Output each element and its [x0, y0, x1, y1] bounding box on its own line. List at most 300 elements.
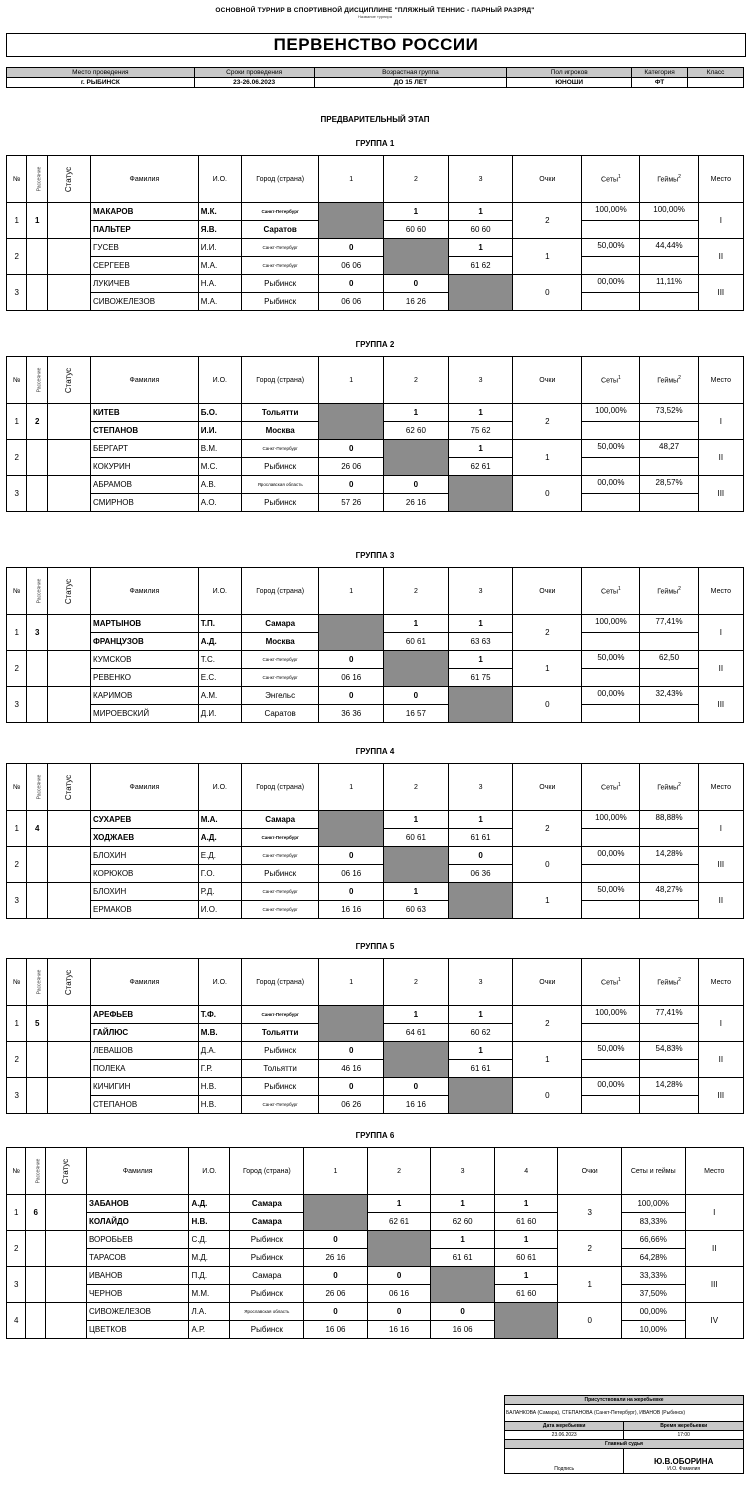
row-sets-empty — [582, 633, 640, 651]
info-value-gender: ЮНОШИ — [507, 78, 632, 88]
row-sets-empty — [582, 705, 640, 723]
self-cell — [448, 476, 513, 512]
player1-city: Рыбинск — [241, 1078, 319, 1096]
player2-city: Рыбинск — [230, 1285, 304, 1303]
player1-name: ЗАБАНОВ — [86, 1195, 189, 1213]
col-num: № — [7, 568, 27, 615]
group-table — [6, 567, 744, 723]
row-seed — [27, 1042, 47, 1078]
info-value-dates: 23-26.06.2023 — [194, 78, 314, 88]
table-row — [7, 883, 744, 901]
table-row — [7, 1267, 744, 1285]
player1-io: Н.В. — [198, 1078, 241, 1096]
match-score: 06 26 — [319, 1096, 384, 1114]
col-io: И.О. — [198, 959, 241, 1006]
match-result: 0 — [448, 847, 513, 865]
self-cell — [319, 404, 384, 440]
player2-city: Тольятти — [241, 1024, 319, 1042]
row-place: I — [698, 404, 743, 440]
match-score: 16 16 — [319, 901, 384, 919]
player2-io: Я.В. — [198, 221, 241, 239]
row-num: 1 — [7, 811, 27, 847]
player1-name: СУХАРЕВ — [91, 811, 199, 829]
player1-name: СИВОЖЕЛЕЗОВ — [86, 1303, 189, 1321]
col-seed — [27, 568, 47, 615]
col-games-note: 2 — [678, 977, 681, 984]
table-row-second — [7, 1096, 744, 1114]
stage-title: ПРЕДВАРИТЕЛЬНЫЙ ЭТАП — [320, 115, 430, 124]
row-points: 0 — [513, 1078, 582, 1114]
row-sets: 33,33% — [621, 1267, 685, 1285]
match-result: 1 — [384, 615, 449, 633]
col-opponent: 1 — [319, 568, 384, 615]
player1-io: Е.Д. — [198, 847, 241, 865]
player2-io: А.Р. — [189, 1321, 230, 1339]
row-place: III — [698, 687, 743, 723]
row-games-empty — [640, 1060, 698, 1078]
col-seed — [27, 156, 47, 203]
group-title: ГРУППА 3 — [355, 551, 395, 560]
col-num: № — [7, 764, 27, 811]
player2-io: А.Д. — [198, 633, 241, 651]
info-label-class: Класс — [688, 68, 744, 78]
table-row-second — [7, 293, 744, 311]
player1-name: ИВАНОВ — [86, 1267, 189, 1285]
info-label-dates: Сроки проведения — [194, 68, 314, 78]
match-score: 06 16 — [367, 1285, 431, 1303]
player2-name: СЕРГЕЕВ — [91, 257, 199, 275]
player1-io: А.Д. — [189, 1195, 230, 1213]
row-points: 0 — [513, 275, 582, 311]
row-games-empty — [640, 422, 698, 440]
match-result: 1 — [448, 404, 513, 422]
row-points: 2 — [513, 404, 582, 440]
player2-name: ПАЛЬТЕР — [91, 221, 199, 239]
player2-io: М.М. — [189, 1285, 230, 1303]
player2-name: КОЛАЙДО — [86, 1213, 189, 1231]
player1-city: Самара — [241, 811, 319, 829]
row-points: 1 — [558, 1267, 622, 1303]
player1-io: Р.Д. — [198, 883, 241, 901]
row-games: 32,43% — [640, 687, 698, 705]
row-seed — [27, 1078, 47, 1114]
col-num: № — [7, 156, 27, 203]
match-score: 06 06 — [319, 293, 384, 311]
row-status — [47, 687, 90, 723]
row-sets: 00,00% — [582, 847, 640, 865]
col-opponent: 1 — [319, 959, 384, 1006]
table-row — [7, 687, 744, 705]
row-games-empty — [640, 221, 698, 239]
match-score: 60 62 — [448, 1024, 513, 1042]
row-place: III — [685, 1267, 743, 1303]
col-seed — [27, 959, 47, 1006]
match-score: 61 60 — [494, 1285, 558, 1303]
row-num: 2 — [7, 440, 27, 476]
row-place: I — [698, 203, 743, 239]
self-cell — [367, 1231, 431, 1267]
row-status — [47, 203, 90, 239]
row-points: 2 — [513, 615, 582, 651]
col-opponent: 3 — [448, 357, 513, 404]
row-sets-empty — [582, 422, 640, 440]
player2-name: МИРОЕВСКИЙ — [91, 705, 199, 723]
info-value-age: ДО 15 ЛЕТ — [314, 78, 507, 88]
tournament-subtitle: Название турнира — [358, 14, 392, 19]
player1-io: А.В. — [198, 476, 241, 494]
row-status — [47, 239, 90, 275]
row-games: 64,28% — [621, 1249, 685, 1267]
row-sets: 100,00% — [582, 615, 640, 633]
group-title: ГРУППА 1 — [355, 139, 395, 148]
row-sets: 66,66% — [621, 1231, 685, 1249]
table-row-second — [7, 1213, 744, 1231]
col-status — [45, 1148, 86, 1195]
col-opponent: 4 — [494, 1148, 558, 1195]
match-score: 60 60 — [384, 221, 449, 239]
match-result: 1 — [384, 404, 449, 422]
col-opponent: 3 — [448, 959, 513, 1006]
col-seed — [27, 764, 47, 811]
match-score: 60 60 — [448, 221, 513, 239]
self-cell — [384, 651, 449, 687]
col-place: Место — [698, 156, 743, 203]
player1-city: Санкт-Петербург — [241, 883, 319, 901]
player2-io: М.В. — [198, 1024, 241, 1042]
row-num: 2 — [7, 1042, 27, 1078]
player2-city: Рыбинск — [241, 865, 319, 883]
self-cell — [319, 811, 384, 847]
row-sets: 00,00% — [582, 1078, 640, 1096]
col-city: Город (страна) — [241, 959, 319, 1006]
row-status — [47, 615, 90, 651]
row-num: 1 — [7, 1006, 27, 1042]
self-cell — [431, 1267, 495, 1303]
info-value-class — [688, 78, 744, 88]
player2-name: РЕВЕНКО — [91, 669, 199, 687]
match-score: 62 60 — [384, 422, 449, 440]
row-points: 2 — [558, 1231, 622, 1267]
row-place: II — [698, 651, 743, 687]
row-sets: 00,00% — [621, 1303, 685, 1321]
row-sets: 00,00% — [582, 476, 640, 494]
col-place: Место — [698, 959, 743, 1006]
sign-label: Подпись — [554, 1466, 575, 1472]
match-score: 26 16 — [384, 494, 449, 512]
col-games-label: Геймы — [657, 979, 679, 987]
row-seed — [27, 239, 47, 275]
player2-io: А.О. — [198, 494, 241, 512]
row-place: IV — [685, 1303, 743, 1339]
player1-io: Т.П. — [198, 615, 241, 633]
row-sets-empty — [582, 669, 640, 687]
col-seed — [26, 1148, 45, 1195]
table-row-second — [7, 1285, 744, 1303]
player2-city: Самара — [230, 1213, 304, 1231]
row-status — [47, 811, 90, 847]
match-result: 1 — [494, 1231, 558, 1249]
row-num: 2 — [7, 651, 27, 687]
player2-city: Саратов — [241, 221, 319, 239]
player1-city: Рыбинск — [241, 275, 319, 293]
match-score: 16 57 — [384, 705, 449, 723]
table-row-second — [7, 1321, 744, 1339]
col-city: Город (страна) — [241, 568, 319, 615]
match-result: 0 — [319, 847, 384, 865]
row-sets: 50,00% — [582, 440, 640, 458]
row-sets-empty — [582, 494, 640, 512]
row-games-empty — [640, 865, 698, 883]
player2-city: Рыбинск — [241, 458, 319, 476]
col-io: И.О. — [198, 156, 241, 203]
col-opponent: 1 — [319, 357, 384, 404]
col-status-label: Статус — [61, 1158, 71, 1184]
col-status-label: Статус — [64, 578, 74, 604]
match-score: 62 61 — [367, 1213, 431, 1231]
row-num: 1 — [7, 1195, 26, 1231]
player2-name: СМИРНОВ — [91, 494, 199, 512]
row-seed — [26, 1231, 45, 1267]
group-title: ГРУППА 5 — [355, 942, 395, 951]
row-games: 77,41% — [640, 1006, 698, 1024]
row-games: 14,28% — [640, 1078, 698, 1096]
table-row — [7, 615, 744, 633]
match-result: 1 — [384, 811, 449, 829]
col-points: Очки — [513, 156, 582, 203]
table-row — [7, 1006, 744, 1024]
self-cell — [384, 1042, 449, 1078]
col-sets — [582, 568, 640, 615]
row-games-empty — [640, 1096, 698, 1114]
player1-name: ВОРОБЬЕВ — [86, 1231, 189, 1249]
col-games — [640, 568, 698, 615]
player1-io: М.К. — [198, 203, 241, 221]
player2-city: Санкт-Петербург — [241, 257, 319, 275]
table-row — [7, 1231, 744, 1249]
group-table — [6, 155, 744, 311]
col-status-label: Статус — [64, 774, 74, 800]
row-games: 73,52% — [640, 404, 698, 422]
row-status — [47, 275, 90, 311]
row-games-empty — [640, 494, 698, 512]
match-score: 36 36 — [319, 705, 384, 723]
row-place: II — [698, 1042, 743, 1078]
match-result: 1 — [494, 1195, 558, 1213]
time-value: 17:00 — [624, 1431, 744, 1440]
col-points: Очки — [513, 959, 582, 1006]
row-points: 2 — [513, 1006, 582, 1042]
table-row — [7, 811, 744, 829]
row-sets-empty — [582, 293, 640, 311]
row-points: 3 — [558, 1195, 622, 1231]
player2-name: СТЕПАНОВ — [91, 422, 199, 440]
table-row — [7, 847, 744, 865]
player1-name: БЛОХИН — [91, 847, 199, 865]
player1-name: ЛУКИЧЕВ — [91, 275, 199, 293]
match-result: 1 — [448, 651, 513, 669]
col-seed-label: Рассеяние — [36, 367, 43, 393]
match-score: 62 61 — [448, 458, 513, 476]
col-opponent: 2 — [384, 156, 449, 203]
player2-io: И.И. — [198, 422, 241, 440]
row-seed: 1 — [27, 203, 47, 239]
col-city: Город (страна) — [241, 764, 319, 811]
self-cell — [448, 687, 513, 723]
match-result: 0 — [319, 239, 384, 257]
col-points: Очки — [558, 1148, 622, 1195]
row-sets-empty — [582, 458, 640, 476]
row-sets-empty — [582, 1096, 640, 1114]
col-num: № — [7, 357, 27, 404]
player1-city: Самара — [230, 1267, 304, 1285]
player2-io: М.С. — [198, 458, 241, 476]
col-sets-label: Сеты — [601, 176, 618, 184]
row-status — [45, 1231, 86, 1267]
match-score: 60 61 — [494, 1249, 558, 1267]
row-place: I — [698, 1006, 743, 1042]
col-games-label: Геймы — [657, 377, 679, 385]
group-title: ГРУППА 6 — [355, 1131, 395, 1140]
row-games-empty — [640, 293, 698, 311]
row-points: 1 — [513, 883, 582, 919]
self-cell — [319, 615, 384, 651]
col-opponent: 1 — [319, 764, 384, 811]
table-row-second — [7, 865, 744, 883]
match-score: 16 06 — [304, 1321, 368, 1339]
row-place: II — [698, 883, 743, 919]
col-place: Место — [685, 1148, 743, 1195]
self-cell — [448, 275, 513, 311]
row-seed — [27, 440, 47, 476]
player1-city: Самара — [230, 1195, 304, 1213]
match-score: 61 75 — [448, 669, 513, 687]
info-label-age: Возрастная группа — [314, 68, 507, 78]
match-result: 0 — [304, 1267, 368, 1285]
row-points: 0 — [513, 687, 582, 723]
player2-name: СИВОЖЕЛЕЗОВ — [91, 293, 199, 311]
row-num: 2 — [7, 1231, 26, 1267]
match-score: 63 63 — [448, 633, 513, 651]
row-games-empty — [640, 829, 698, 847]
player2-city: Рыбинск — [230, 1321, 304, 1339]
page-title: ПЕРВЕНСТВО РОССИИ — [6, 33, 746, 57]
col-opponent: 2 — [367, 1148, 431, 1195]
row-seed — [27, 651, 47, 687]
row-status — [47, 651, 90, 687]
date-value: 23.06.2023 — [505, 1431, 624, 1440]
row-games: 48,27% — [640, 883, 698, 901]
player1-city: Санкт-Петербург — [241, 651, 319, 669]
self-cell — [319, 203, 384, 239]
col-sets-note: 1 — [617, 782, 621, 789]
col-status-label: Статус — [64, 969, 74, 995]
row-games-empty — [640, 257, 698, 275]
present-label: Присутствовали на жеребьевке — [505, 1396, 744, 1405]
col-io: И.О. — [198, 764, 241, 811]
match-score: 06 06 — [319, 257, 384, 275]
table-row-second — [7, 705, 744, 723]
col-surname: Фамилия — [86, 1148, 189, 1195]
match-result: 0 — [431, 1303, 495, 1321]
group-table — [6, 958, 744, 1114]
group-title: ГРУППА 2 — [355, 340, 395, 349]
row-sets: 100,00% — [582, 811, 640, 829]
table-row — [7, 1303, 744, 1321]
match-result: 0 — [319, 440, 384, 458]
match-score: 26 06 — [304, 1285, 368, 1303]
col-io: И.О. — [198, 357, 241, 404]
match-score: 61 61 — [448, 829, 513, 847]
match-result: 1 — [448, 440, 513, 458]
match-result: 0 — [304, 1303, 368, 1321]
col-opponent: 1 — [304, 1148, 368, 1195]
col-surname: Фамилия — [91, 156, 199, 203]
row-place: III — [698, 476, 743, 512]
self-cell — [448, 883, 513, 919]
row-points: 2 — [513, 811, 582, 847]
row-place: II — [685, 1231, 743, 1267]
player1-name: КАРИМОВ — [91, 687, 199, 705]
col-status-label: Статус — [64, 367, 74, 393]
info-label-gender: Пол игроков — [507, 68, 632, 78]
time-label: Время жеребьевки — [624, 1422, 744, 1431]
player2-city: Москва — [241, 633, 319, 651]
match-score: 06 16 — [319, 865, 384, 883]
row-place: I — [685, 1195, 743, 1231]
row-sets: 50,00% — [582, 883, 640, 901]
player2-name: КОРЮКОВ — [91, 865, 199, 883]
col-sets — [582, 764, 640, 811]
player1-io: А.М. — [198, 687, 241, 705]
sign-cell — [505, 1449, 624, 1474]
table-row — [7, 239, 744, 257]
table-row — [7, 651, 744, 669]
col-games — [640, 357, 698, 404]
col-games — [640, 959, 698, 1006]
player2-city: Рыбинск — [241, 293, 319, 311]
row-points: 1 — [513, 239, 582, 275]
match-score: 75 62 — [448, 422, 513, 440]
col-num: № — [7, 959, 27, 1006]
group-title: ГРУППА 4 — [355, 747, 395, 756]
self-cell — [384, 239, 449, 275]
row-sets-empty — [582, 1060, 640, 1078]
player2-name: КОКУРИН — [91, 458, 199, 476]
match-result: 0 — [384, 687, 449, 705]
row-games-empty — [640, 458, 698, 476]
col-io: И.О. — [189, 1148, 230, 1195]
player1-io: Б.О. — [198, 404, 241, 422]
row-num: 3 — [7, 1078, 27, 1114]
col-sets-note: 1 — [617, 375, 621, 382]
col-games-label: Геймы — [657, 588, 679, 596]
player1-city: Санкт-Петербург — [241, 440, 319, 458]
player2-name: СТЕПАНОВ — [91, 1096, 199, 1114]
player1-city: Ярославская область — [241, 476, 319, 494]
player1-name: БЛОХИН — [91, 883, 199, 901]
player1-name: МАКАРОВ — [91, 203, 199, 221]
player1-city: Санкт-Петербург — [241, 847, 319, 865]
row-sets: 100,00% — [582, 404, 640, 422]
row-games-empty — [640, 705, 698, 723]
col-city: Город (страна) — [230, 1148, 304, 1195]
player2-city: Санкт-Петербург — [241, 829, 319, 847]
table-row — [7, 404, 744, 422]
row-num: 3 — [7, 883, 27, 919]
match-result: 0 — [319, 883, 384, 901]
table-row — [7, 1042, 744, 1060]
match-score: 06 16 — [319, 669, 384, 687]
